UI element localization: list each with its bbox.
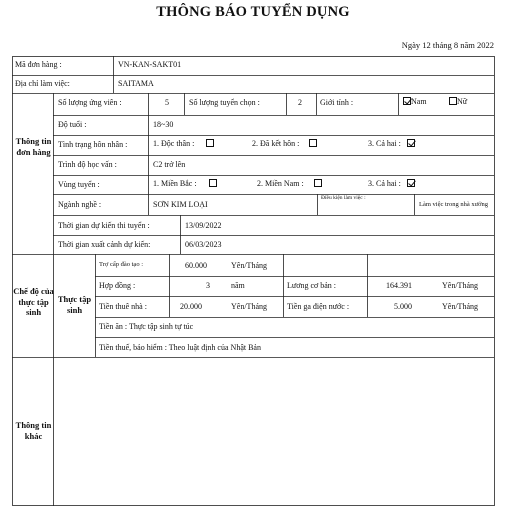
- marital-single[interactable]: [153, 140, 214, 148]
- marital-married[interactable]: [252, 140, 317, 148]
- food-label: Tiền ăn : Thực tập sinh tự túc: [99, 322, 194, 331]
- marital-both-label: 3. Cả hai :: [368, 139, 401, 148]
- selected-value: 2: [298, 98, 302, 107]
- region-north-label: 1. Miền Bắc :: [153, 179, 197, 188]
- utilities-label: Tiền ga điện nước :: [287, 302, 350, 311]
- work-location-label: Địa chỉ làm việc:: [15, 79, 70, 88]
- region-both[interactable]: [368, 180, 415, 188]
- base-salary-label: Lương cơ bản :: [287, 281, 337, 290]
- age-value: 18~30: [153, 120, 174, 129]
- base-salary-unit: Yên/Tháng: [442, 281, 478, 290]
- allowance-value: 60.000: [185, 261, 207, 270]
- industry-value: SƠN KIM LOẠI: [153, 200, 208, 209]
- gender-male[interactable]: [403, 98, 427, 106]
- region-north[interactable]: [153, 180, 217, 188]
- contract-unit: năm: [231, 281, 245, 290]
- utilities-value: 5.000: [394, 302, 412, 311]
- section-order-info: Thông tin đơn hàng: [15, 136, 52, 157]
- south-checkbox[interactable]: [314, 179, 322, 187]
- departure-time-value: 06/03/2023: [185, 240, 222, 249]
- north-checkbox[interactable]: [209, 179, 217, 187]
- tax-label: Tiền thuế, bảo hiểm : Theo luật định của Nhật Bản: [99, 343, 261, 352]
- candidates-label: Số lượng ứng viên :: [58, 98, 122, 107]
- male-label: Nam: [411, 97, 427, 106]
- allowance-unit: Yên/Tháng: [231, 261, 267, 270]
- rent-unit: Yên/Tháng: [231, 302, 267, 311]
- contract-label: Hợp đồng :: [99, 281, 136, 290]
- region-both-checkbox-checked[interactable]: [407, 179, 415, 187]
- region-label: Vùng tuyển :: [58, 180, 100, 189]
- marital-single-label: 1. Độc thân :: [153, 139, 195, 148]
- page-title: THÔNG BÁO TUYỂN DỤNG: [156, 4, 350, 20]
- region-south-label: 2. Miền Nam :: [257, 179, 304, 188]
- rent-value: 20.000: [180, 302, 202, 311]
- age-label: Độ tuổi :: [58, 120, 87, 129]
- section-trainee-regime: Chế độ của thực tập sinh: [13, 286, 54, 318]
- gender-female[interactable]: [449, 98, 467, 106]
- exam-time-value: 13/09/2022: [185, 221, 222, 230]
- document-date: Ngày 12 tháng 8 năm 2022: [401, 40, 494, 50]
- married-checkbox[interactable]: [309, 139, 317, 147]
- industry-label: Ngành nghề :: [58, 200, 102, 209]
- base-salary-value: 164.391: [386, 281, 412, 290]
- candidates-value: 5: [165, 98, 169, 107]
- marital-label: Tình trạng hôn nhân :: [58, 140, 128, 149]
- contract-value: 3: [206, 281, 210, 290]
- allowance-label: Trợ cấp đào tạo :: [99, 261, 143, 268]
- single-checkbox[interactable]: [206, 139, 214, 147]
- education-label: Trình độ học vấn :: [58, 160, 117, 169]
- female-label: Nữ: [457, 97, 468, 106]
- order-code-value: VN-KAN-SAKT01: [118, 60, 182, 69]
- work-condition-label: Điều kiện làm việc :: [321, 195, 366, 201]
- region-both-label: 3. Cả hai :: [368, 179, 401, 188]
- education-value: C2 trở lên: [153, 160, 186, 169]
- marital-married-label: 2. Đã kết hôn :: [252, 139, 300, 148]
- gender-label: Giới tính :: [320, 98, 354, 107]
- male-checkbox-checked[interactable]: [403, 97, 411, 105]
- both-checkbox-checked[interactable]: [407, 139, 415, 147]
- trainee-label: Thực tập sinh: [57, 294, 92, 315]
- utilities-unit: Yên/Tháng: [442, 302, 478, 311]
- order-code-label: Mã đơn hàng :: [15, 60, 62, 69]
- region-south[interactable]: [257, 180, 322, 188]
- marital-both[interactable]: [368, 140, 415, 148]
- rent-label: Tiền thuê nhà :: [99, 302, 147, 311]
- selected-label: Số lượng tuyển chọn :: [189, 98, 260, 107]
- work-condition-value: Làm việc trong nhà xưởng: [419, 201, 489, 208]
- departure-time-label: Thời gian xuất cảnh dự kiến:: [58, 240, 151, 249]
- work-location-value: SAITAMA: [118, 79, 154, 88]
- female-checkbox[interactable]: [449, 97, 457, 105]
- section-other-info: Thông tin khác: [15, 420, 52, 441]
- exam-time-label: Thời gian dự kiến thi tuyển :: [58, 221, 150, 230]
